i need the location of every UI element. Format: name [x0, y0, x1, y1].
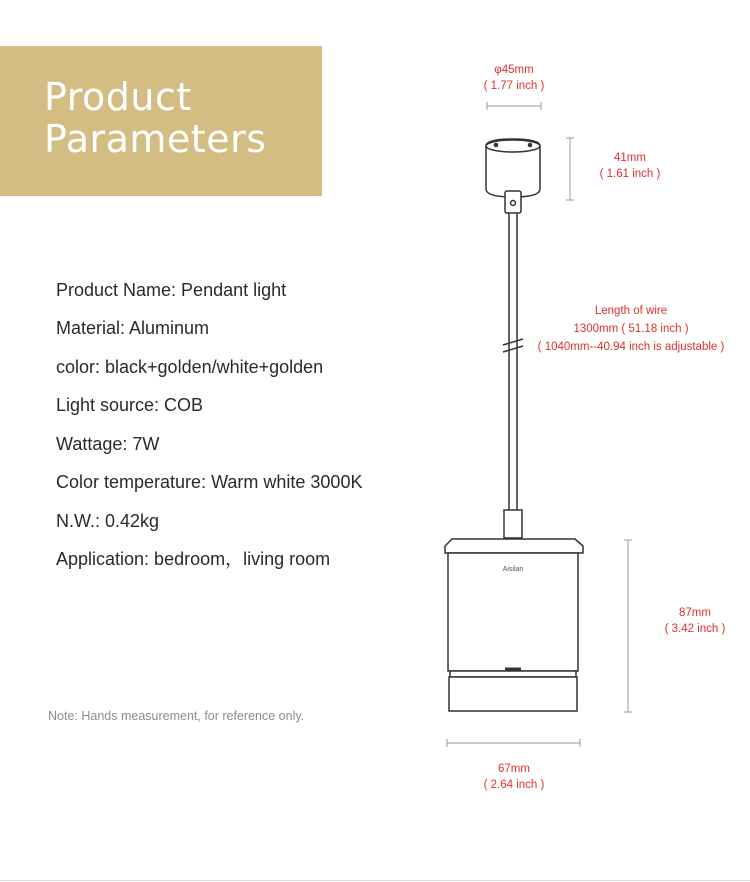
- canopy-width-dimension-line: [487, 102, 541, 110]
- canopy-diameter-label: [464, 62, 564, 94]
- canopy-height-label: [580, 150, 680, 182]
- cord-grip: [505, 191, 521, 213]
- measurement-note: Note: Hands measurement, for reference only.: [48, 709, 305, 723]
- wire: [509, 213, 517, 510]
- canopy-diameter-mm: φ45mm: [494, 64, 534, 76]
- canopy: [486, 139, 540, 197]
- wire-length-title: Length of wire: [594, 305, 668, 317]
- page-title-line1: Product: [44, 75, 192, 119]
- lamp-brand-logo: Aisilan: [502, 566, 524, 573]
- spec-net-weight: N.W.: 0.42kg: [56, 511, 160, 531]
- shade-height-dimension-line: [624, 540, 632, 712]
- spec-material: Material: Aluminum: [56, 318, 210, 338]
- spec-light-source: Light source: COB: [56, 395, 204, 415]
- shade-width-mm: 67mm: [498, 763, 530, 775]
- wire-length-adjustable: ( 1040mm--40.94 inch is adjustable ): [537, 341, 725, 353]
- shade-height-inch: ( 3.42 inch ): [664, 623, 726, 635]
- wire-length-label: [531, 303, 731, 355]
- shade-width-dimension-line: [447, 739, 580, 747]
- shade-width-inch: ( 2.64 inch ): [483, 779, 545, 791]
- canopy-diameter-inch: ( 1.77 inch ): [483, 80, 545, 92]
- page-title-line2: Parameters: [44, 117, 267, 161]
- shade-height-mm: 87mm: [679, 607, 711, 619]
- lamp-shade: [445, 539, 583, 711]
- canopy-height-mm: 41mm: [614, 152, 646, 164]
- spec-wattage: Wattage: 7W: [56, 434, 160, 454]
- bottom-divider: [0, 880, 750, 881]
- shade-height-label: [645, 605, 745, 637]
- spec-color: color: black+golden/white+golden: [56, 357, 324, 377]
- canopy-height-inch: ( 1.61 inch ): [599, 168, 661, 180]
- canopy-height-dimension-line: [566, 138, 574, 200]
- spec-color-temperature: Color temperature: Warm white 3000K: [56, 472, 363, 492]
- wire-break-mark: [503, 339, 523, 352]
- spec-application: Application: bedroom，living room: [56, 549, 331, 569]
- shade-width-label: [464, 761, 564, 793]
- spec-product-name: Product Name: Pendant light: [56, 280, 287, 300]
- wire-length-mm: 1300mm ( 51.18 inch ): [573, 323, 689, 335]
- wire-connector: [504, 510, 522, 538]
